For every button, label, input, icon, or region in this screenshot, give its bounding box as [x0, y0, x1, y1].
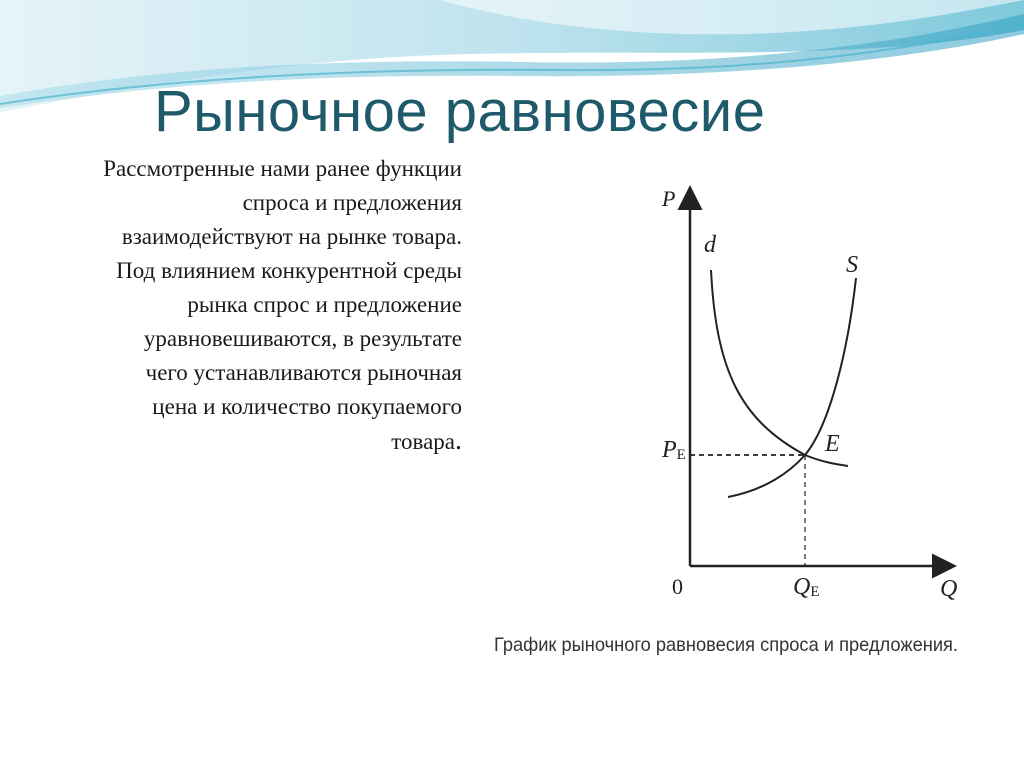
quantity-letter: Q [793, 574, 811, 600]
supply-label: S [846, 252, 858, 278]
body-text: Рассмотренные нами ранее функции спроса и предложения взаимодействуют на рынке товара. Под влиянием конкурентной среды рынка спрос и предложение уравновешиваются, в результате чего устанавливаются рыночная цена и количество покупаемого товара [103, 156, 462, 454]
price-subscript: E [676, 447, 686, 463]
price-label [661, 437, 686, 463]
demand-label: d [704, 232, 716, 258]
graph-caption: График рыночного равновесия спроса и предложения. [494, 634, 958, 656]
body-period: . [455, 425, 462, 456]
page-title: Рыночное равновесие [154, 79, 766, 144]
y-axis-label: P [662, 186, 676, 211]
equilibrium-label: E [825, 431, 840, 457]
origin-label: 0 [672, 574, 683, 599]
quantity-subscript: E [810, 584, 820, 600]
quantity-label [793, 574, 820, 600]
price-letter: P [662, 437, 677, 463]
x-axis-label: Q [940, 576, 958, 602]
